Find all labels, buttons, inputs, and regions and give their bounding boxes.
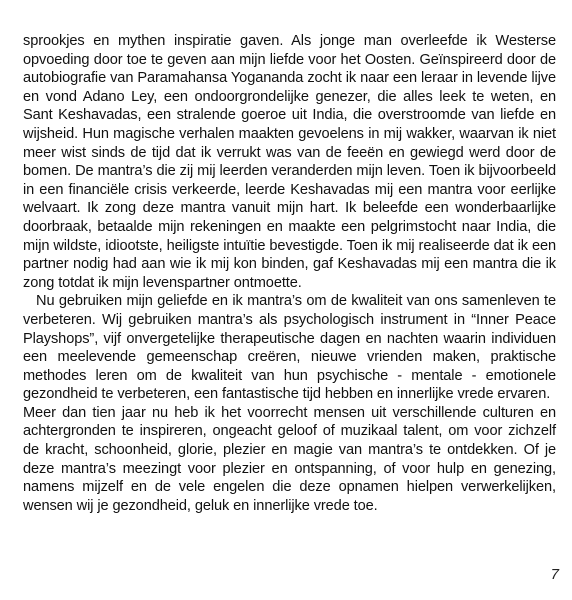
paragraph-3: Meer dan tien jaar nu heb ik het voorrecht mensen uit verschillende culturen en achtergronden te inspireren, ongeacht geloof of muzikaal talent, om voor zichzelf de kracht, schoonheid, glorie, plezier en magie van mantra’s te ontdekken. Of je deze mantra’s meezingt voor plezier en ontspanning, of voor hulp en genezing, namens mijzelf en de vele engelen die deze opnamen hielpen verwerkelijken, wensen wij je gezondheid, geluk en innerlijke vrede toe.: [23, 404, 556, 514]
paragraph-1: sprookjes en mythen inspiratie gaven. Als jonge man overleefde ik Westerse opvoeding door toe te geven aan mijn liefde voor het Oosten. Geïnspireerd door de autobiografie van Paramahansa Yogananda zocht ik naar een leraar in levende lijve en vond Adano Ley, een ondoorgrondelijke genezer, die alles leek te weten, en Sant Keshavadas, een stralende goeroe uit India, die overstroomde van liefde en wijsheid. Hun magische verhalen maakten gevoelens in mij wakker, waarvan ik niet meer wist sinds de tijd dat ik verrukt was van de feeën en gewiegd werd door de bomen. De mantra’s die zij mij leerden veranderden mijn leven. Toen ik bijvoorbeeld in een financiële crisis verkeerde, leerde Keshavadas mij een mantra voor eerlijke welvaart. Ik zong deze mantra vanuit mijn hart. Ik beleefde een wonderbaarlijke doorbraak, betaalde mijn rekeningen en maakte een pelgrimstocht naar India, die mijn wildste, idiootste, heiligste intuïtie bevestigde. Toen ik mij realiseerde dat ik een partner nodig had aan wie ik mij kon binden, gaf Keshavadas mij een mantra die ik zong totdat ik mijn levenspartner ontmoette.: [23, 33, 556, 291]
body-text: [23, 32, 556, 515]
page-number: 7: [550, 566, 559, 583]
paragraph-2: Nu gebruiken mijn geliefde en ik mantra’s om de kwaliteit van ons samenleven te verbeteren. Wij gebruiken mantra’s als psychologisch instrument in “Inner Peace Playshops”, vijf onvergetelijke therapeutische dagen en nachten waarin individuen een meelevende gemeenschap creëren, nieuwe vrienden maken, praktische methodes leren om de kwaliteit van hun psychische - mentale - emotionele gezondheid te verbeteren, een fantastische tijd hebben en innerlijke vrede ervaren.: [23, 293, 556, 403]
